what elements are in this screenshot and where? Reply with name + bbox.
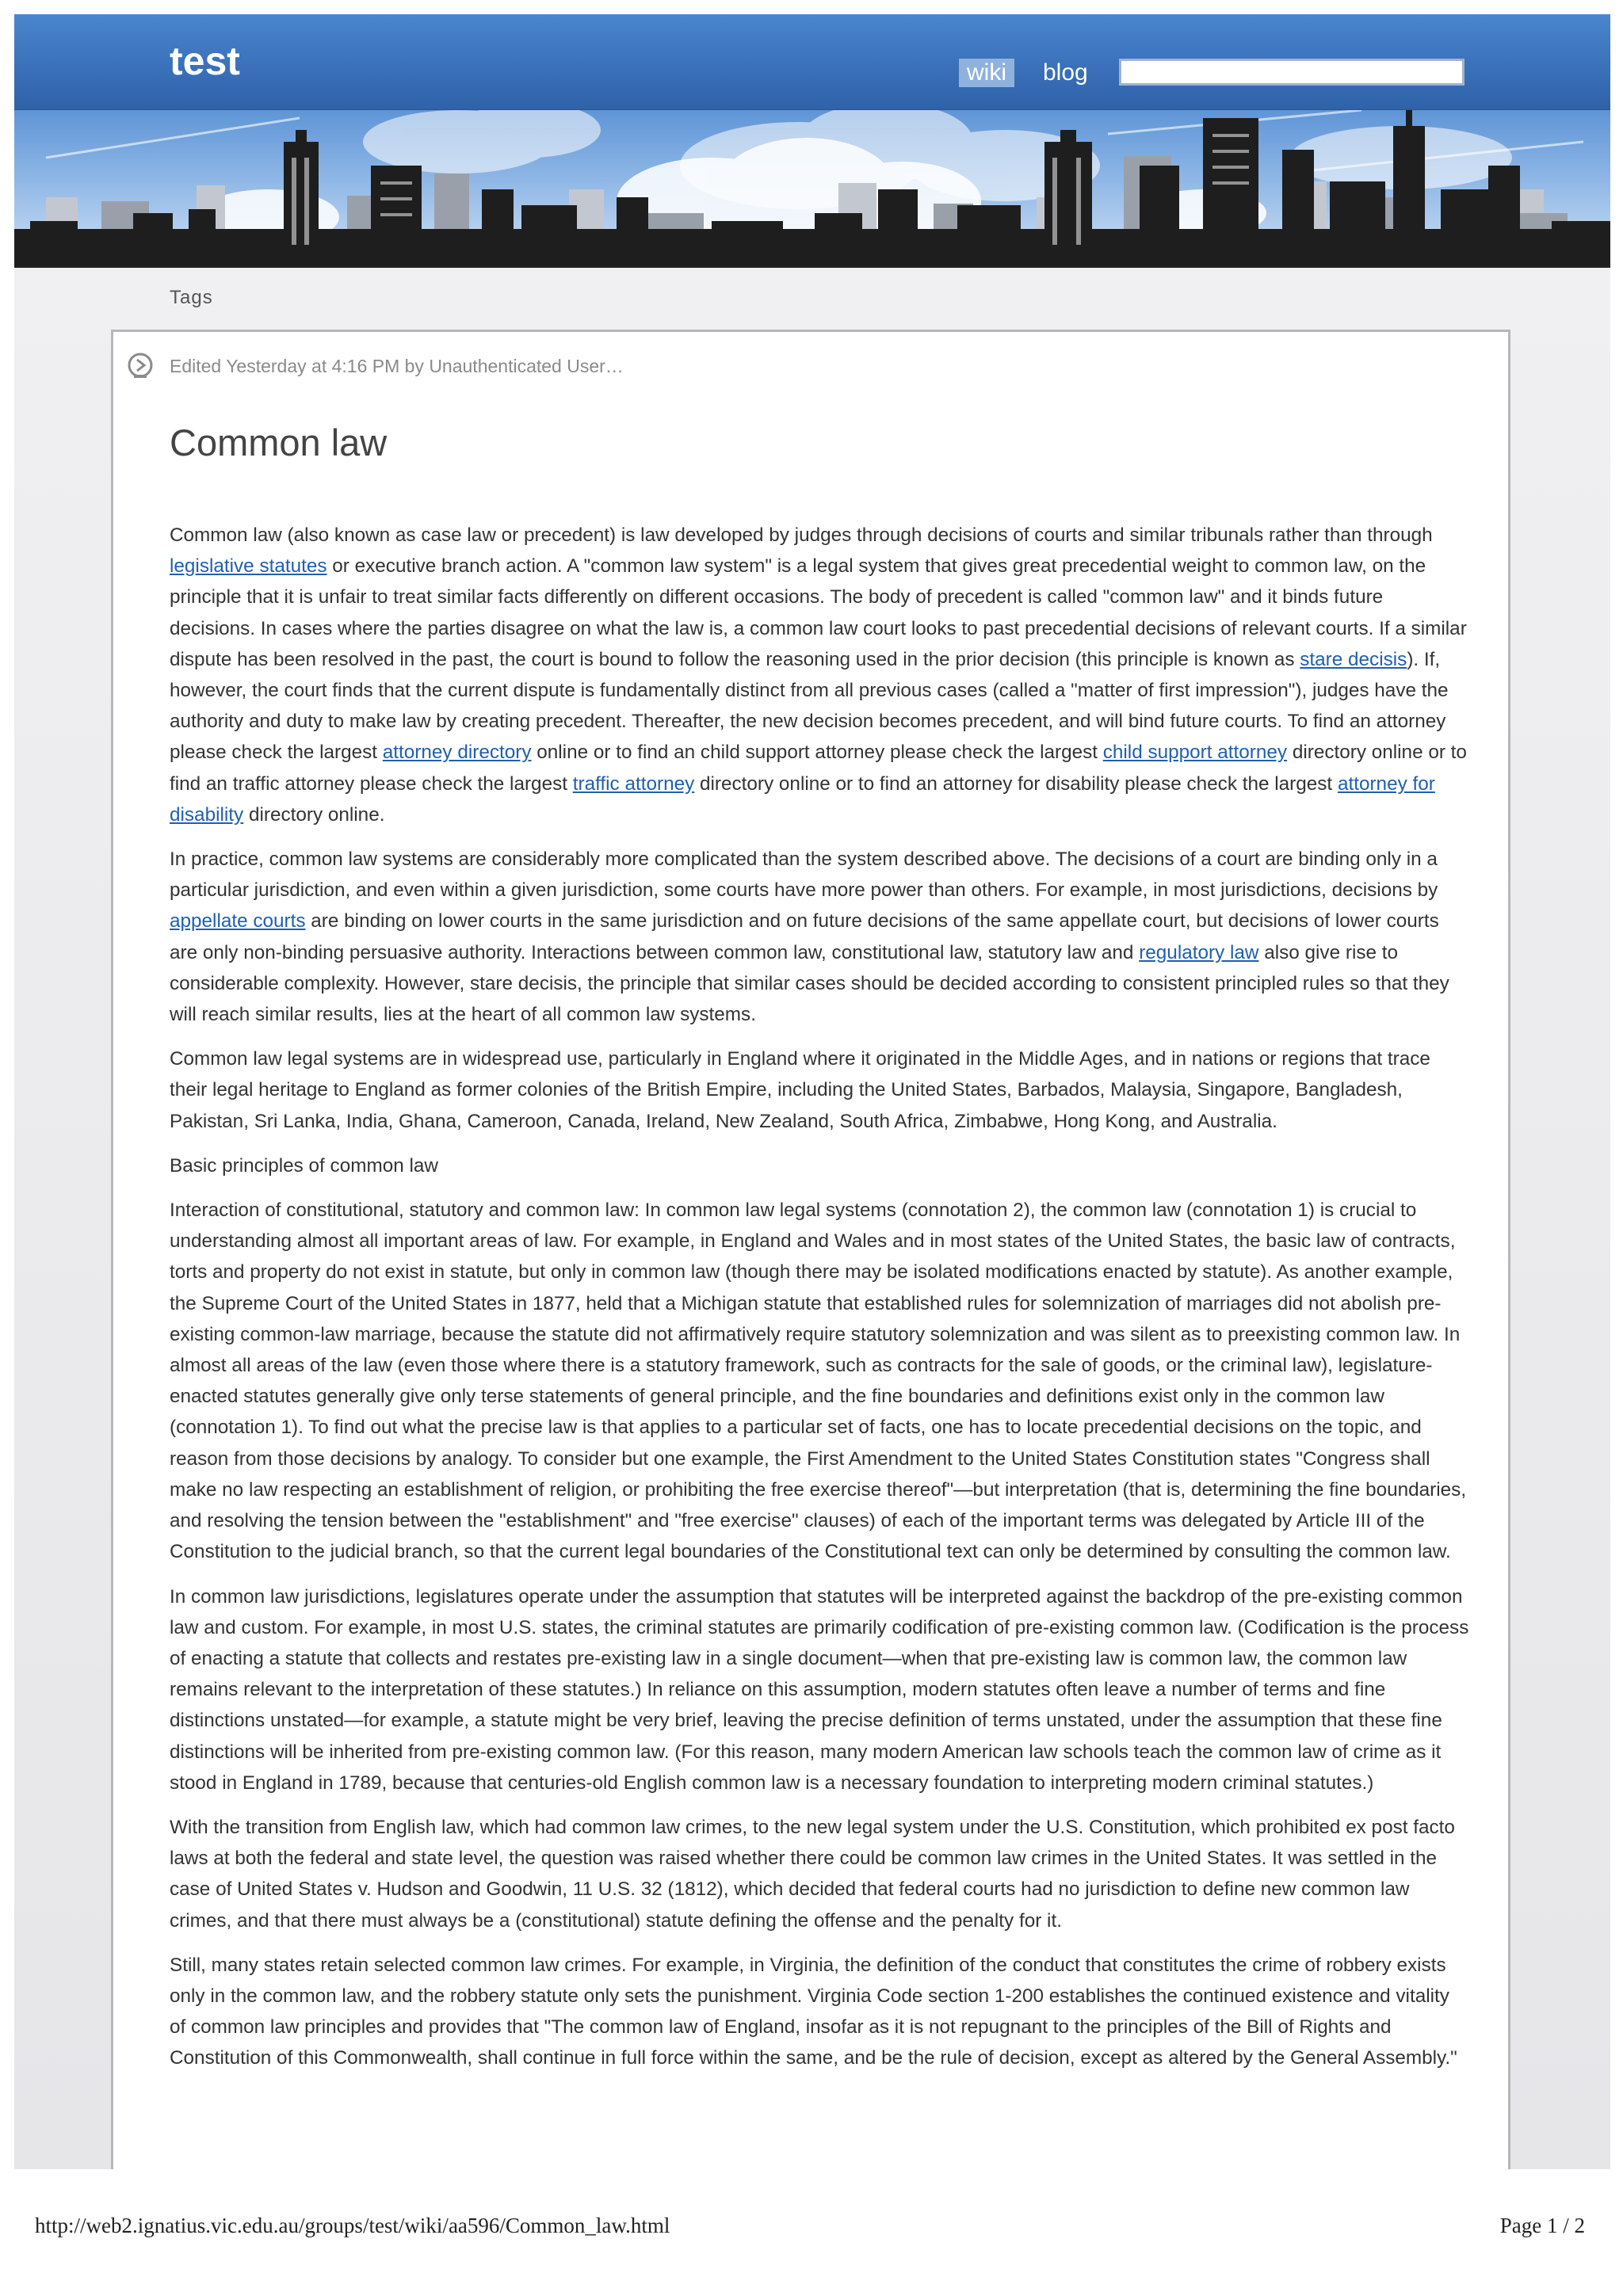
top-navigation-bar xyxy=(14,14,1610,110)
article-link[interactable]: regulatory law xyxy=(1139,941,1259,963)
article-paragraph xyxy=(170,1043,1469,1137)
article-text: Common law (also known as case law or precedent) is law developed by judges through decisions of courts and similar tribunals rather than through xyxy=(170,524,1433,546)
article-link[interactable]: attorney directory xyxy=(382,742,532,764)
nav-wiki-link[interactable]: wiki xyxy=(959,59,1014,87)
page-number: Page 1 / 2 xyxy=(1499,2214,1585,2237)
page-background xyxy=(14,14,1610,2169)
article-paragraph xyxy=(170,1581,1469,1798)
article-text: Basic principles of common law xyxy=(170,1154,438,1177)
city-skyline-banner xyxy=(14,110,1610,268)
article-text: directory online or to find an attorney for disability please check the largest xyxy=(694,772,1338,795)
article-text: In common law jurisdictions, legislatures operate under the assumption that statutes will be interpreted against the backdrop of the pre-existing common law and custom. For example, in most U.S. states, the criminal statutes are primarily codification of pre-existing common law. (Codification is the process of enacting a statute that collects and restates pre-existing law in a single document—when that pre-existing law is common law, the common law remains relevant to the interpretation of these statutes.) In reliance on this assumption, modern statutes often leave a number of terms and fine distinctions unstated—for example, a statute might be very brief, leaving the precise definition of terms unstated, under the assumption that these fine distinctions will be inherited from pre-existing common law. (For this reason, many modern American law schools teach the common law of crime as it stood in England in 1789, because that centuries-old English common law is a necessary foundation to interpreting modern criminal statutes.) xyxy=(170,1585,1469,1794)
site-title[interactable]: test xyxy=(170,39,240,83)
article-paragraph xyxy=(170,1195,1469,1567)
article-paragraph xyxy=(170,1950,1469,2074)
footer-url: http://web2.ignatius.vic.edu.au/groups/test/wiki/aa596/Common_law.html xyxy=(35,2214,670,2237)
article-paragraph xyxy=(170,1150,1469,1181)
article-text: online or to find an child support attorney please check the largest xyxy=(531,742,1103,764)
wiki-content-panel xyxy=(111,330,1510,2169)
page-title: Common law xyxy=(170,421,388,463)
article-text: directory online or to find an traffic attorney please check the largest xyxy=(170,742,1467,795)
article-link[interactable]: child support attorney xyxy=(1102,742,1288,764)
article-text: also give rise to considerable complexity. However, stare decisis, the principle that similar cases should be decided according to consistent principled rules so that they will reach similar results, lies at the heart of all common law systems. xyxy=(170,941,1449,1026)
article-link[interactable]: legislative statutes xyxy=(170,555,327,578)
article-text: or executive branch action. A "common law system" is a legal system that gives great precedential weight to common law, on the principle that it is unfair to treat similar facts differently on different occasions. The body of precedent is called "common law" and it binds future decisions. In cases where the parties disagree on what the law is, a common law court looks to past precedential decisions of relevant courts. If a similar dispute has been resolved in the past, the court is bound to follow the reasoning used in the prior decision (this principle is known as xyxy=(170,555,1467,670)
article-link[interactable]: attorney for disability xyxy=(170,772,1435,826)
article-link[interactable]: appellate courts xyxy=(170,910,306,933)
page-history-icon[interactable] xyxy=(126,351,155,379)
article-link[interactable]: stare decisis xyxy=(1300,648,1407,670)
search-input[interactable] xyxy=(1119,59,1465,86)
article-paragraph xyxy=(170,1812,1469,1936)
article-link[interactable]: traffic attorney xyxy=(572,772,695,795)
article-text: In practice, common law systems are considerably more complicated than the system described above. The decisions of a court are binding only in a particular jurisdiction, and even within a given jurisdiction, some courts have more power than others. For example, in most jurisdictions, decisions by xyxy=(170,849,1438,902)
article-text: Interaction of constitutional, statutory and common law: In common law legal systems (connotation 2), the common law (connotation 1) is crucial to understanding almost all important areas of law. For example, in England and Wales and in most states of the United States, the basic law of contracts, torts and property do not exist in statute, but only in common law (though there may be isolated modifications enacted by statute). As another example, the Supreme Court of the United States in 1877, held that a Michigan statute that established rules for solemnization of marriages did not abolish pre-existing common-law marriage, because the statute did not affirmatively require statutory solemnization and was silent as to preexisting common law. In almost all areas of the law (even those where there is a statutory framework, such as contracts for the sale of goods, or the criminal law), legislature-enacted statutes generally give only terse statements of general principle, and the fine boundaries and definitions exist only in the common law (connotation 1). To find out what the precise law is that applies to a particular set of facts, one has to locate precedential decisions on the topic, and reason from those decisions by analogy. To consider but one example, the First Amendment to the United States Constitution states "Congress shall make no law respecting an establishment of religion, or prohibiting the free exercise thereof"—but interpretation (that is, determining the fine boundaries, and resolving the tension between the "establishment" and "free exercise" clauses) of each of the important terms was delegated by Article III of the Constitution to the judicial branch, so that the current legal boundaries of the Constitutional text can only be determined by consulting the common law. xyxy=(170,1199,1467,1563)
skyline-illustration xyxy=(14,110,1610,265)
article-text: Still, many states retain selected common law crimes. For example, in Virginia, the definition of the conduct that constitutes the crime of robbery exists only in the common law, and the robbery statute only sets the punishment. Virginia Code section 1-200 establishes the continued existence and vitality of common law principles and provides that "The common law of England, insofar as it is not repugnant to the principles of the Bill of Rights and Constitution of this Commonwealth, shall continue in full force within the same, and be the rule of decision, except as altered by the General Assembly." xyxy=(170,1954,1457,2069)
article-text: Common law legal systems are in widespread use, particularly in England where it originated in the Middle Ages, and in nations or regions that trace their legal heritage to England as former colonies of the British Empire, including the United States, Barbados, Malaysia, Singapore, Bangladesh, Pakistan, Sri Lanka, India, Ghana, Cameroon, Canada, Ireland, New Zealand, South Africa, Zimbabwe, Hong Kong, and Australia. xyxy=(170,1048,1430,1132)
article-text: ). If, however, the court finds that the current dispute is fundamentally distinct from all previous cases (called a "matter of first impression"), judges have the authority and duty to make law by creating precedent. Thereafter, the new decision becomes precedent, and will bind future courts. To find an attorney please check the largest xyxy=(170,648,1449,764)
tags-label[interactable]: Tags xyxy=(170,287,213,308)
article-text: With the transition from English law, which had common law crimes, to the new legal system under the U.S. Constitution, which prohibited ex post facto laws at both the federal and state level, the question was raised whether there could be common law crimes in the United States. It was settled in the case of United States v. Hudson and Goodwin, 11 U.S. 32 (1812), which decided that federal courts had no jurisdiction to define new common law crimes, and that there must always be a (constitutional) statute defining the offense and the penalty for it. xyxy=(170,1816,1455,1932)
article-paragraph xyxy=(170,520,1469,830)
edit-info[interactable]: Edited Yesterday at 4:16 PM by Unauthenticated User… xyxy=(170,356,624,376)
nav-blog-link[interactable]: blog xyxy=(1043,59,1088,86)
article-paragraph xyxy=(170,844,1469,1030)
article-text: directory online. xyxy=(243,803,385,826)
article-text: are binding on lower courts in the same jurisdiction and on future decisions of the same appellate court, but decisions of lower courts are only non-binding persuasive authority. Interactions between common law, constitutional law, statutory law and xyxy=(170,910,1439,963)
article-body xyxy=(170,520,1469,2088)
